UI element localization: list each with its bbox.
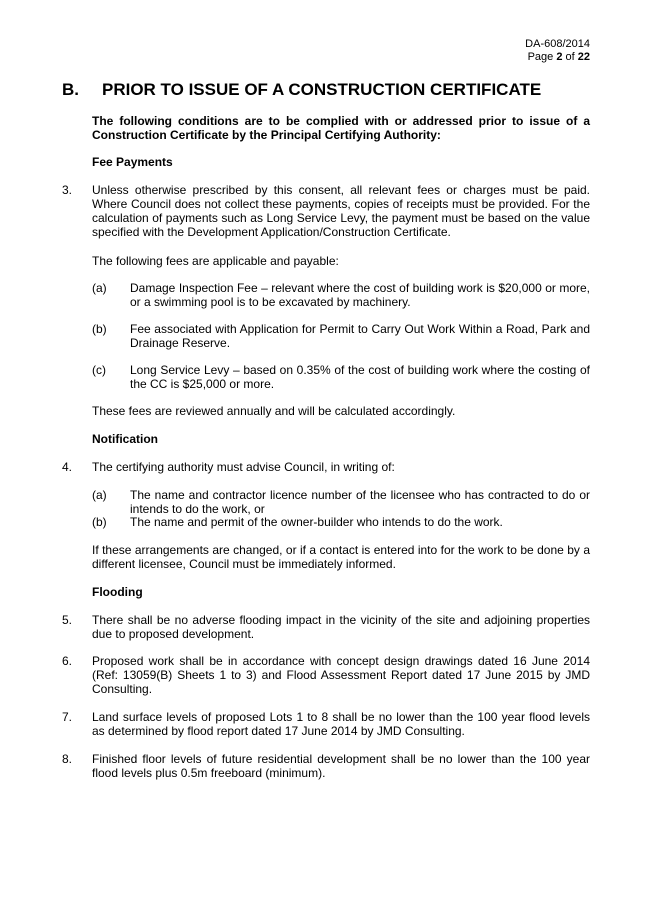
section-letter: B. — [62, 80, 79, 99]
condition-text: There shall be no adverse flooding impact in the vicinity of the site and adjoining properties due to proposed development. — [92, 613, 590, 641]
section-heading: PRIOR TO ISSUE OF A CONSTRUCTION CERTIFICATE — [102, 80, 542, 99]
condition-number: 7. — [62, 710, 73, 724]
document-reference: DA-608/2014 — [525, 38, 590, 50]
notification-heading: Notification — [92, 432, 158, 446]
flooding-heading: Flooding — [92, 585, 143, 599]
page-header — [525, 38, 590, 64]
item-label: (b) — [92, 515, 107, 529]
item-label: (c) — [92, 363, 106, 377]
item-text: Damage Inspection Fee – relevant where the cost of building work is $20,000 or more, or a swimming pool is to be excavated by machinery. — [130, 281, 590, 309]
condition-text: Proposed work shall be in accordance with concept design drawings dated 16 June 2014 (Ref: 13059(B) Sheets 1 to 3) and Flood Assessment Report dated 17 June 2015 by JMD Consulting. — [92, 654, 590, 696]
condition-number: 4. — [62, 460, 73, 474]
item-label: (b) — [92, 322, 107, 336]
item-text: Long Service Levy – based on 0.35% of the cost of building work where the costing of the CC is $25,000 or more. — [130, 363, 590, 391]
fees-lead: The following fees are applicable and payable: — [92, 254, 339, 268]
condition-text: Finished floor levels of future residential development shall be no lower than the 100 year flood levels plus 0.5m freeboard (minimum). — [92, 752, 590, 780]
condition-number: 5. — [62, 613, 73, 627]
item-label: (a) — [92, 488, 107, 502]
page-number: Page 2 of 22 — [527, 51, 590, 63]
notification-closing: If these arrangements are changed, or if a contact is entered into for the work to be done by a different licensee, Council must be immediately informed. — [92, 543, 590, 571]
fee-payments-heading: Fee Payments — [92, 155, 173, 169]
fees-closing: These fees are reviewed annually and will be calculated accordingly. — [92, 404, 456, 418]
condition-number: 3. — [62, 183, 73, 197]
intro-paragraph: The following conditions are to be complied with or addressed prior to issue of a Construction Certificate by the Principal Certifying Authority: — [92, 114, 590, 142]
condition-text: Unless otherwise prescribed by this consent, all relevant fees or charges must be paid. Where Council does not collect these payments, copies of receipts must be provided. For the calculation of payments such as Long Service Levy, the payment must be based on the value specified with the Development Application/Construction Certificate. — [92, 183, 590, 239]
item-text: The name and contractor licence number of the licensee who has contracted to do or intends to do the work, or — [130, 488, 590, 516]
condition-number: 6. — [62, 654, 73, 668]
condition-text: Land surface levels of proposed Lots 1 to 8 shall be no lower than the 100 year flood levels as determined by flood report dated 17 June 2014 by JMD Consulting. — [92, 710, 590, 738]
item-text: Fee associated with Application for Permit to Carry Out Work Within a Road, Park and Drainage Reserve. — [130, 322, 590, 350]
condition-number: 8. — [62, 752, 73, 766]
item-text: The name and permit of the owner-builder who intends to do the work. — [130, 515, 503, 529]
condition-text: The certifying authority must advise Council, in writing of: — [92, 460, 395, 474]
section-title — [62, 80, 541, 100]
item-label: (a) — [92, 281, 107, 295]
